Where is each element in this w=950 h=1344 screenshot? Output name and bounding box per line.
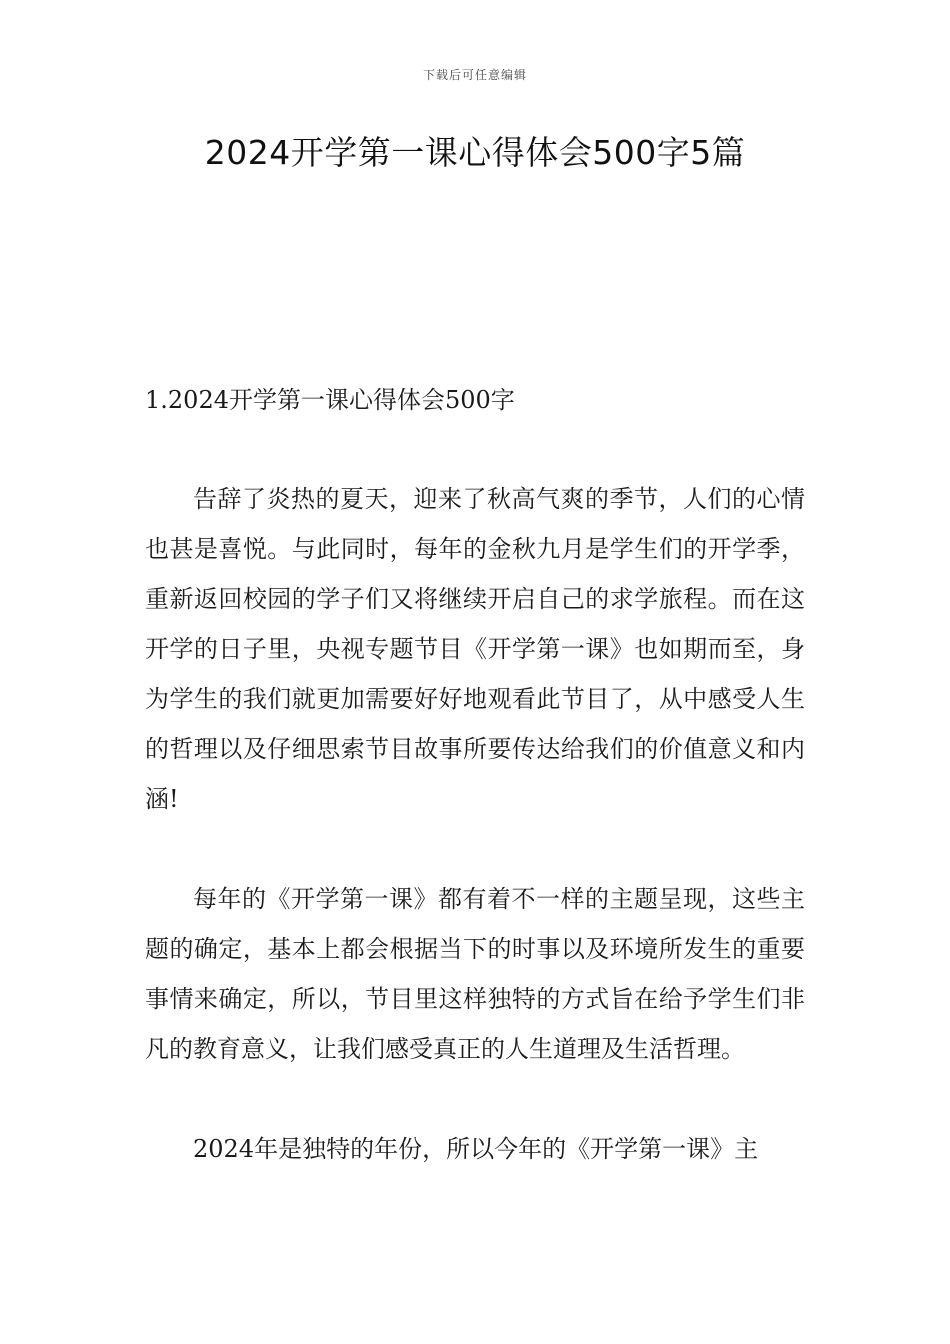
paragraph-1: 告辞了炎热的夏天，迎来了秋高气爽的季节，人们的心情也甚是喜悦。与此同时，每年的金秋九月是学生们的开学季，重新返回校园的学子们又将继续开启自己的求学旅程。而在这开学的日子里，央视专题节目《开学第一课》也如期而至，身为学生的我们就更加需要好好地观看此节目了，从中感受人生的哲理以及仔细思索节目故事所要传达给我们的价值意义和内涵! xyxy=(145,485,805,813)
document-title: 2024开学第一课心得体会500字5篇 xyxy=(204,133,746,172)
document-body xyxy=(145,474,805,1224)
header-note: 下载后可任意编辑 xyxy=(422,68,527,82)
paragraph-2: 每年的《开学第一课》都有着不一样的主题呈现，这些主题的确定，基本上都会根据当下的时事以及环境所发生的重要事情来确定，所以，节目里这样独特的方式旨在给予学生们非凡的教育意义，让我们感受真正的人生道理及生活哲理。 xyxy=(145,885,805,1063)
paragraph-3: 2024年是独特的年份，所以今年的《开学第一课》主 xyxy=(193,1135,759,1163)
section-heading: 1.2024开学第一课心得体会500字 xyxy=(145,386,515,414)
